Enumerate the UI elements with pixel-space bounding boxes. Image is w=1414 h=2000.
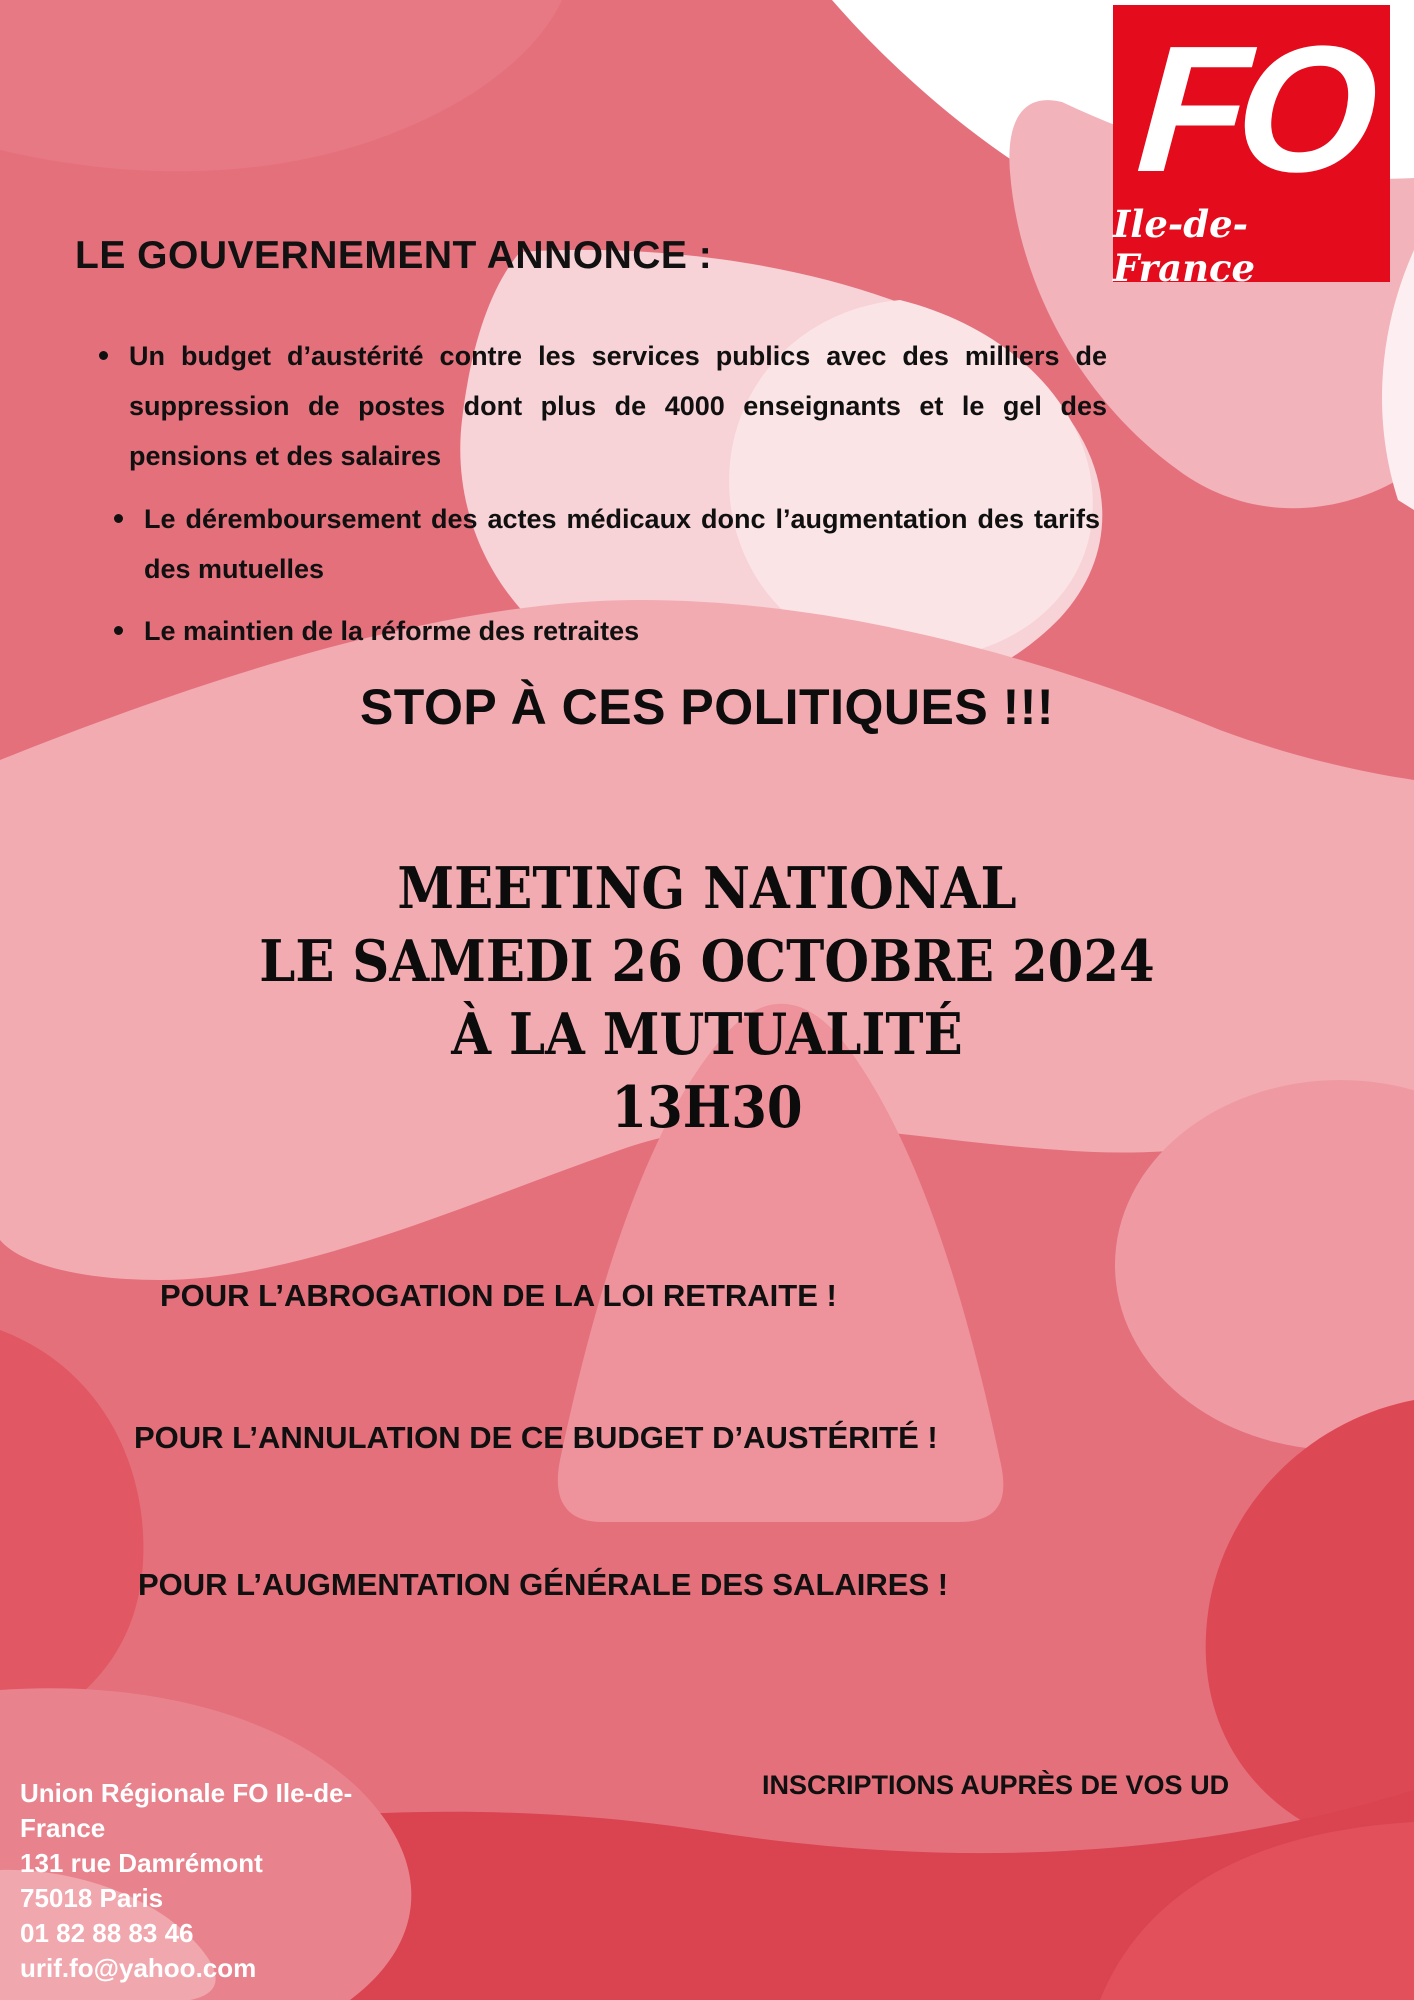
meeting-announcement bbox=[0, 852, 1414, 1144]
address-line: Union Régionale FO Ile-de- bbox=[20, 1778, 353, 1808]
meeting-line-date: LE SAMEDI 26 OCTOBRE 2024 bbox=[259, 928, 1155, 995]
bullet-item-budget bbox=[93, 331, 1107, 481]
bullet-list-secondary bbox=[108, 494, 1100, 656]
fo-logo bbox=[1113, 5, 1390, 290]
bullet-line: suppression de postes dont plus de 4000 enseignants et le gel des bbox=[129, 391, 1107, 421]
bullet-item-retraites bbox=[108, 606, 1100, 656]
bullet-list-primary bbox=[93, 331, 1107, 481]
address-line: France bbox=[20, 1813, 106, 1843]
bullet-dot-icon bbox=[114, 514, 123, 523]
inscriptions-note: INSCRIPTIONS AUPRÈS DE VOS UD bbox=[762, 1770, 1230, 1800]
fo-logo-text: FO bbox=[1131, 9, 1372, 210]
bullet-item-deremboursement bbox=[108, 494, 1100, 594]
meeting-line-title: MEETING NATIONAL bbox=[397, 855, 1017, 922]
bullet-line: Le déremboursement des actes médicaux donc l’augmentation des tarifs bbox=[144, 504, 1100, 534]
slogan-abrogation: POUR L’ABROGATION DE LA LOI RETRAITE ! bbox=[160, 1278, 837, 1313]
meeting-line-place: À LA MUTUALITÉ bbox=[451, 1001, 963, 1068]
slogan-augmentation: POUR L’AUGMENTATION GÉNÉRALE DES SALAIRES ! bbox=[138, 1567, 949, 1602]
bullet-line: pensions et des salaires bbox=[129, 441, 442, 471]
address-line: 75018 Paris bbox=[20, 1883, 164, 1913]
page-title: LE GOUVERNEMENT ANNONCE : bbox=[75, 234, 713, 277]
address-line: 01 82 88 83 46 bbox=[20, 1918, 194, 1948]
address-line: 131 rue Damrémont bbox=[20, 1848, 263, 1878]
bullet-dot-icon bbox=[114, 626, 123, 635]
bullet-line: des mutuelles bbox=[144, 554, 325, 584]
address-line: urif.fo@yahoo.com bbox=[20, 1953, 257, 1983]
bullet-dot-icon bbox=[99, 351, 108, 360]
bullet-line: Un budget d’austérité contre les services publics avec des milliers de bbox=[129, 341, 1107, 371]
stop-slogan: STOP À CES POLITIQUES !!! bbox=[359, 679, 1055, 735]
meeting-line-time: 13H30 bbox=[611, 1074, 803, 1141]
bullet-line: Le maintien de la réforme des retraites bbox=[144, 616, 640, 646]
fo-logo-region: Ile-de-France bbox=[1113, 202, 1256, 290]
slogan-annulation: POUR L’ANNULATION DE CE BUDGET D’AUSTÉRITÉ ! bbox=[134, 1420, 938, 1455]
footer-address bbox=[20, 1776, 380, 1986]
